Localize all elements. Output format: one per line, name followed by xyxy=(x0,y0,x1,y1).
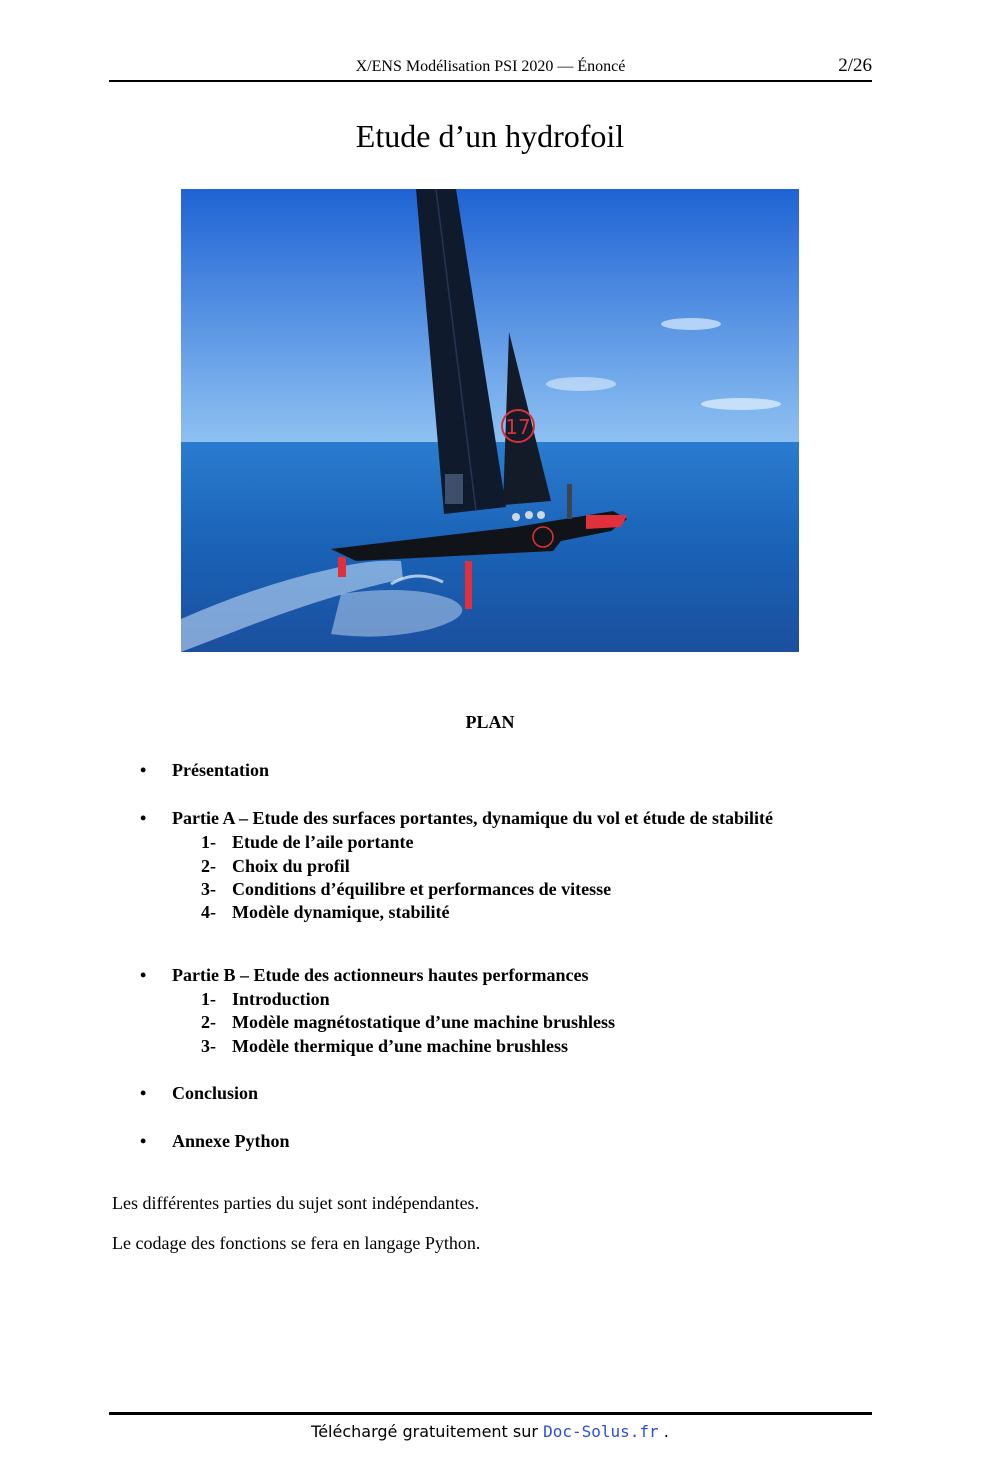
subitem-number: 1- xyxy=(201,832,216,852)
plan-heading: PLAN xyxy=(465,712,515,732)
subitem-label: Modèle dynamique, stabilité xyxy=(232,902,450,922)
bullet-icon: • xyxy=(140,808,147,828)
plan-subitem xyxy=(201,1012,615,1033)
plan-item-label: Présentation xyxy=(172,760,269,780)
plan-subitem xyxy=(201,989,330,1010)
subitem-number: 2- xyxy=(201,856,216,876)
page-header xyxy=(109,52,872,82)
footer-link[interactable]: Doc-Solus.fr xyxy=(543,1422,659,1441)
bullet-icon: • xyxy=(140,1131,147,1151)
page-number: 2/26 xyxy=(838,55,872,76)
page-footer xyxy=(0,1422,980,1441)
plan-subitem xyxy=(201,1036,568,1057)
subitem-label: Modèle thermique d’une machine brushless xyxy=(232,1036,569,1056)
plan-subitem xyxy=(201,856,350,877)
subitem-number: 3- xyxy=(201,1036,216,1056)
subitem-label: Modèle magnétostatique d’une machine brushless xyxy=(232,1012,616,1032)
plan-item-label: Annexe Python xyxy=(172,1131,290,1151)
subitem-label: Conditions d’équilibre et performances de vitesse xyxy=(232,879,612,899)
subitem-number: 4- xyxy=(201,902,216,922)
subitem-number: 1- xyxy=(201,989,216,1009)
footer-text: Téléchargé gratuitement sur xyxy=(311,1422,544,1441)
header-title: X/ENS Modélisation PSI 2020 — Énoncé xyxy=(355,58,626,75)
plan-item-label: Conclusion xyxy=(172,1083,259,1103)
plan-subitem xyxy=(201,902,450,923)
footer-suffix: . xyxy=(658,1422,669,1441)
bullet-icon: • xyxy=(140,1083,147,1103)
paragraph: Les différentes parties du sujet sont indépendantes. xyxy=(112,1193,480,1213)
subitem-label: Choix du profil xyxy=(232,856,350,876)
subitem-number: 2- xyxy=(201,1012,216,1032)
hydrofoil-photo xyxy=(181,189,799,652)
footer-divider xyxy=(109,1412,872,1415)
paragraph: Le codage des fonctions se fera en langage Python. xyxy=(112,1233,481,1253)
subitem-label: Etude de l’aile portante xyxy=(232,832,414,852)
plan-subitem xyxy=(201,832,414,853)
sail-number: 17 xyxy=(505,415,531,439)
plan-item-label: Partie B – Etude des actionneurs hautes performances xyxy=(172,965,589,985)
plan-item-label: Partie A – Etude des surfaces portantes, dynamique du vol et étude de stabilité xyxy=(172,808,773,828)
document-title: Etude d’un hydrofoil xyxy=(355,118,625,154)
bullet-icon: • xyxy=(140,760,147,780)
subitem-number: 3- xyxy=(201,879,216,899)
subitem-label: Introduction xyxy=(232,989,330,1009)
bullet-icon: • xyxy=(140,965,147,985)
plan-subitem xyxy=(201,879,611,900)
